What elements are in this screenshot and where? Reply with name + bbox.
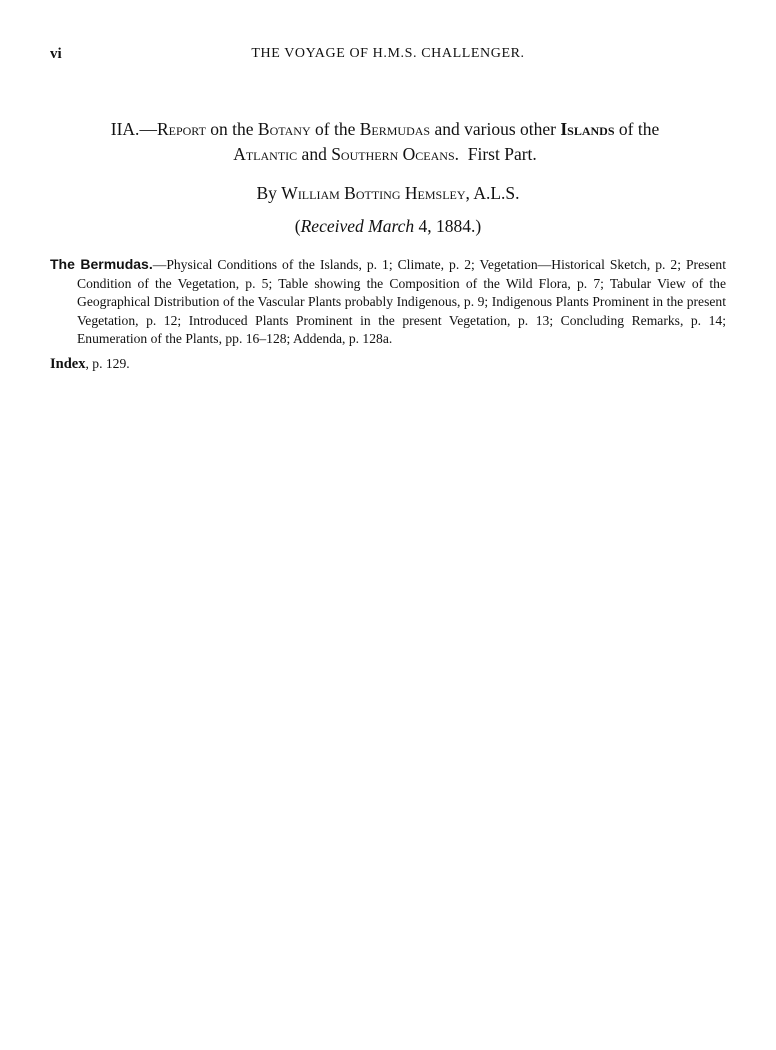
report-word: Report (156, 119, 206, 139)
page-number: vi (50, 46, 62, 62)
received-open-paren: ( (294, 216, 301, 236)
report-text-on-the: on the (205, 119, 258, 139)
islands-word: Islands (560, 119, 615, 139)
report-text-various: and various other (430, 119, 561, 139)
contents-entry-bermudas (50, 255, 726, 349)
author-name: William Botting Hemsley (281, 183, 466, 203)
author-credentials: , A.L.S. (465, 183, 520, 203)
contents-entry-index (50, 355, 726, 374)
report-text-of-the: of the (310, 119, 360, 139)
bermudas-contents-text: —Physical Conditions of the Islands, p. 1; Climate, p. 2; Vegetation—Historical Sketch, p. 2; Present Condition of the Vegetation, p. 5; Table showing the Composition of the Wild Flora, p. 7; Tabular View of the Geographical Distribution of the Vascular Plants probably Indigenous, p. 9; Indigenous Plants Prominent in the present Vegetation, p. 12; Introduced Plants Prominent in the present Vegetation, p. 13; Concluding Remarks, p. 14; Enumeration of the Plants, pp. 16–128; Addenda, p. 128a. (77, 257, 726, 346)
report-text-of-the-2: of the (614, 119, 660, 139)
atlantic-word: Atlantic (233, 144, 298, 164)
report-heading (60, 117, 710, 167)
report-text-and: and (297, 144, 332, 164)
report-number: IIA. (110, 119, 140, 139)
bermudas-word: Bermudas (359, 119, 431, 139)
received-date (0, 216, 776, 237)
botany-word: Botany (257, 119, 311, 139)
running-head (50, 46, 726, 68)
byline-by: By (256, 183, 277, 203)
running-title: THE VOYAGE OF H.M.S. CHALLENGER. (251, 46, 525, 61)
table-of-contents (50, 255, 726, 379)
southern-oceans-word: Southern Oceans. (331, 144, 459, 164)
report-dash: — (139, 119, 157, 139)
index-heading: Index (50, 355, 86, 372)
received-date-value: 4, 1884. (414, 216, 476, 236)
bermudas-heading: The Bermudas. (50, 256, 153, 272)
received-label: Received March (300, 216, 415, 236)
report-heading-line-2 (60, 142, 710, 167)
index-contents-text: , p. 129. (85, 355, 130, 371)
byline (0, 183, 776, 204)
first-part-text: First Part. (459, 144, 537, 164)
received-close-paren: ) (475, 216, 482, 236)
